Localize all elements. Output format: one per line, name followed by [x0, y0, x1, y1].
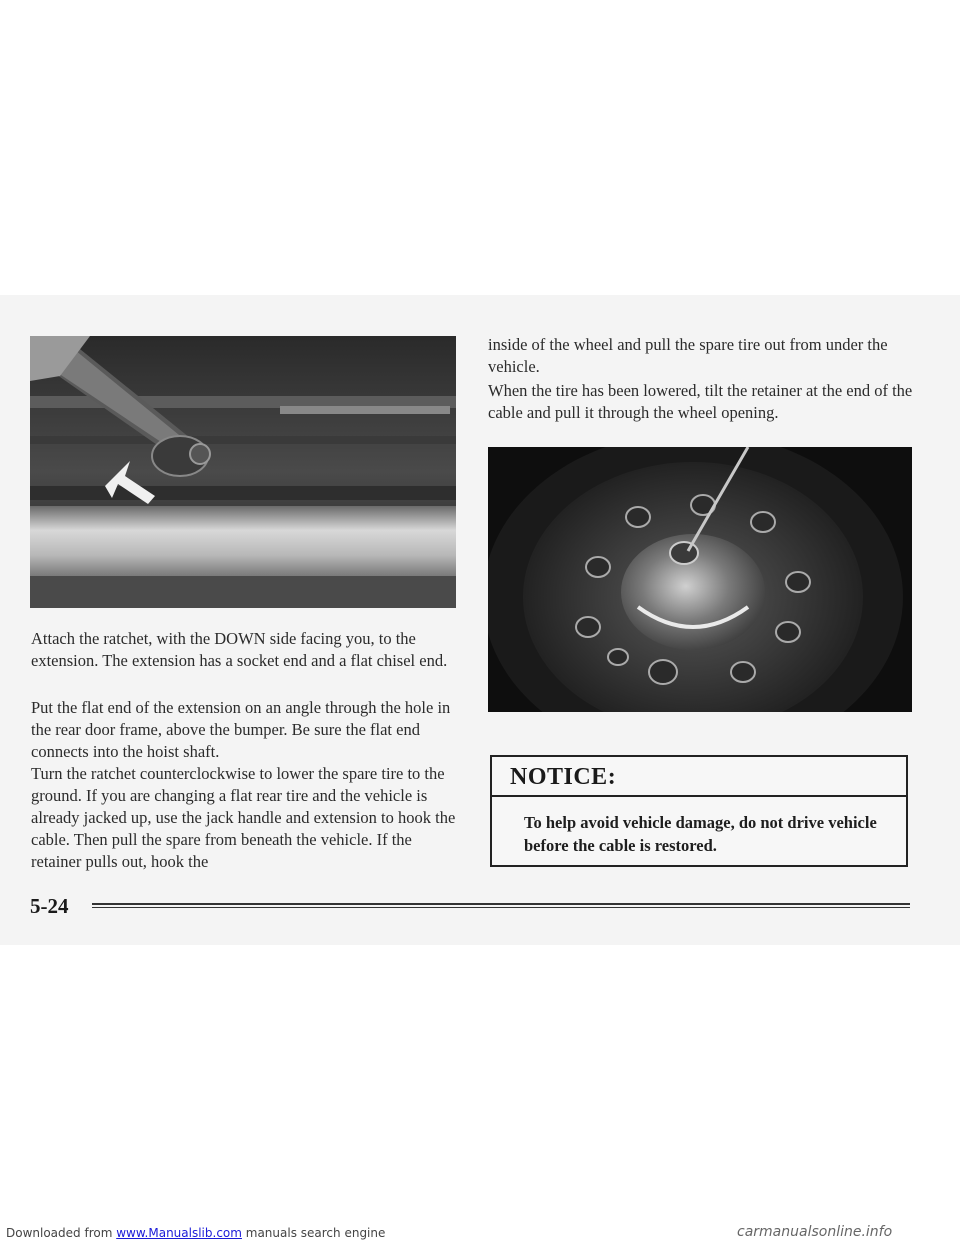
watermark-suffix: manuals search engine	[241, 1226, 386, 1240]
paragraph-lower-spare: Turn the ratchet counterclockwise to lower the spare tire to the ground. If you are changing a flat rear tire and the vehicle is already jacked up, use the jack handle and extension to hook the cable. Then pull the spare from beneath the vehicle. If the retainer pulls out, hook the	[31, 764, 456, 871]
paragraph-insert-extension: Put the flat end of the extension on an angle through the hole in the rear door frame, above the bumper. Be sure the flat end connects into the hoist shaft.	[31, 698, 451, 761]
page-number: 5-24	[30, 894, 69, 918]
ratchet-photo	[30, 336, 456, 608]
manualslib-link[interactable]: www.Manualslib.com	[116, 1226, 242, 1240]
paragraph-tilt-retainer: When the tire has been lowered, tilt the retainer at the end of the cable and pull it through the wheel opening.	[488, 381, 913, 422]
site-watermark: carmanualsonline.info	[737, 1224, 893, 1240]
watermark-prefix: Downloaded from	[6, 1226, 117, 1240]
paragraph-attach-ratchet: Attach the ratchet, with the DOWN side facing you, to the extension. The extension has a socket end and a flat chisel end.	[31, 629, 448, 670]
notice-box	[490, 755, 908, 867]
spare-wheel-photo	[488, 447, 912, 712]
paragraph-pull-tire-out: inside of the wheel and pull the spare tire out from under the vehicle.	[488, 335, 888, 376]
notice-text: To help avoid vehicle damage, do not drive vehicle before the cable is restored.	[524, 813, 877, 855]
footer-rule	[92, 903, 910, 908]
notice-heading: NOTICE:	[492, 757, 906, 797]
download-watermark	[6, 1226, 385, 1240]
